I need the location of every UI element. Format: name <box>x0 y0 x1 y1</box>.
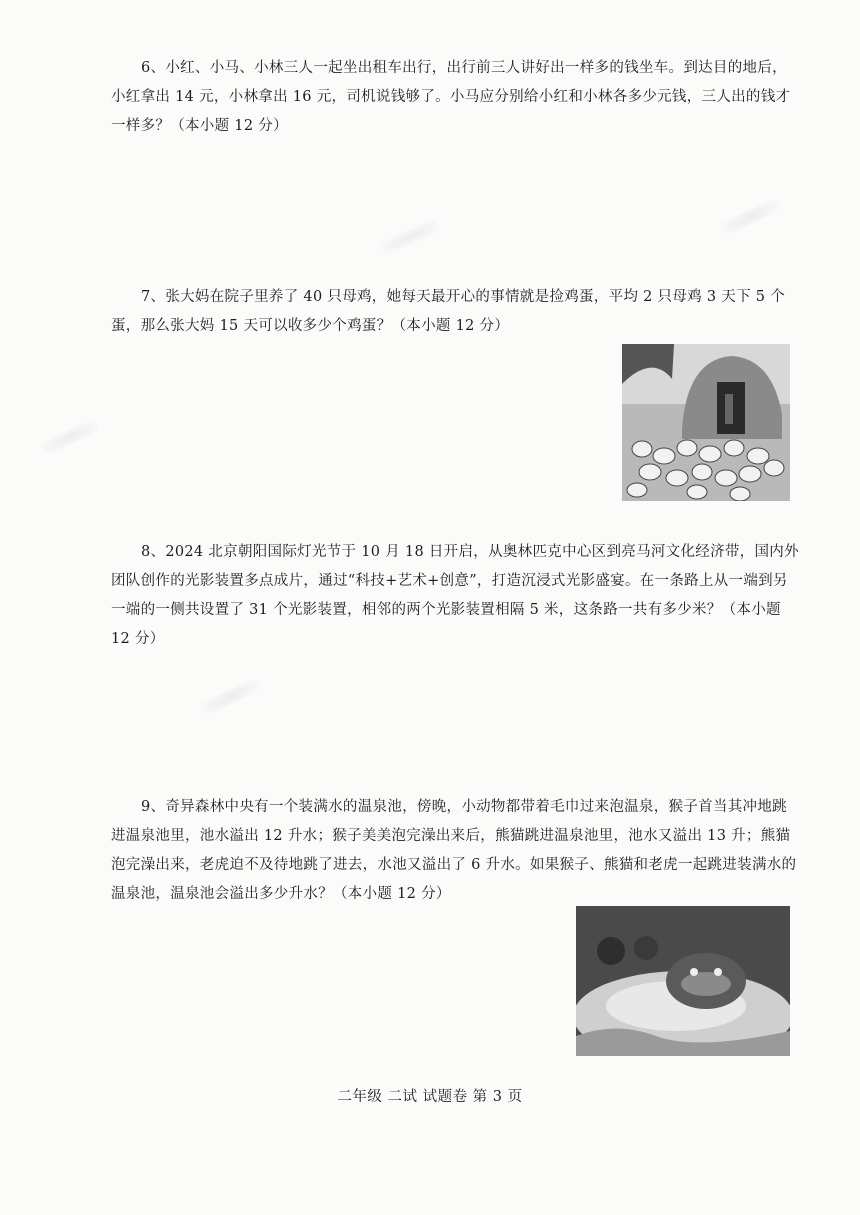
question-6 <box>111 54 801 141</box>
question-text: 张大妈在院子里养了 40 只母鸡，她每天最开心的事情就是捡鸡蛋，平均 2 只母鸡 3 天下 5 个蛋，那么张大妈 15 天可以收多少个鸡蛋？（本小题 12 分） <box>111 289 786 334</box>
question-number: 6、 <box>141 60 166 76</box>
question-text: 奇异森林中央有一个装满水的温泉池，傍晚，小动物都带着毛巾过来泡温泉，猴子首当其冲地跳进温泉池里，池水溢出 12 升水；猴子美美泡完澡出来后，熊猫跳进温泉池里，池水又溢出 13 升；熊猫泡完澡出来，老虎迫不及待地跳了进去，水池又溢出了 6 升水。如果猴子、熊猫和老虎一起跳进装满水的温泉池，温泉池会溢出多少升水？（本小题 12 分） <box>111 799 797 902</box>
hot-spring-animals-illustration <box>576 906 790 1056</box>
question-number: 8、 <box>141 544 166 560</box>
question-9 <box>111 793 801 909</box>
hens-illustration <box>622 344 790 501</box>
page-footer: 二年级 二试 试题卷 第 3 页 <box>337 1089 523 1105</box>
question-8 <box>111 538 801 654</box>
scan-speck <box>200 678 260 716</box>
question-text: 2024 北京朝阳国际灯光节于 10 月 18 日开启，从奥林匹克中心区到亮马河文化经济带，国内外团队创作的光影装置多点成片，通过“科技+艺术+创意”，打造沉浸式光影盛宴。在一条路上从一端到另一端的一侧共设置了 31 个光影装置，相邻的两个光影装置相隔 5 米，这条路一共有多少米？（本小题 12 分） <box>111 544 799 647</box>
question-text: 小红、小马、小林三人一起坐出租车出行，出行前三人讲好出一样多的钱坐车。到达目的地后，小红拿出 14 元，小林拿出 16 元，司机说钱够了。小马应分别给小红和小林各多少元钱，三人出的钱才一样多？（本小题 12 分） <box>111 60 791 134</box>
question-7 <box>111 283 801 341</box>
scan-speck <box>380 218 440 256</box>
scan-speck <box>40 418 100 456</box>
question-number: 9、 <box>141 799 166 815</box>
scan-speck <box>720 198 780 236</box>
question-number: 7、 <box>141 289 166 305</box>
